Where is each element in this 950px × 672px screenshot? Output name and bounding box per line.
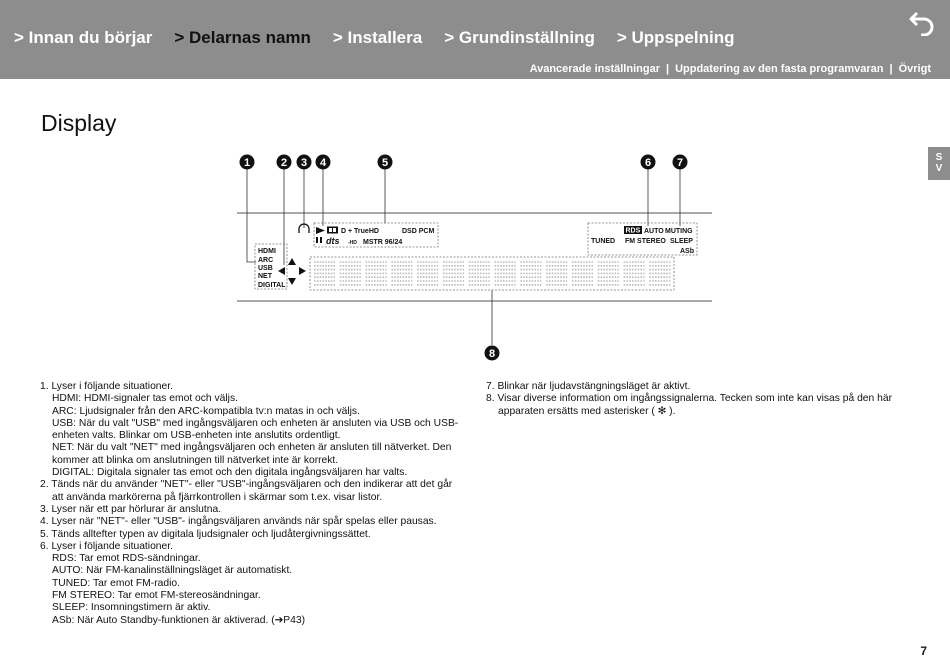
- desc-line: ARC: Ljudsignaler från den ARC-kompatibla tv:n matas in och väljs.: [52, 405, 360, 417]
- tuner-auto: AUTO: [644, 228, 664, 235]
- dot-matrix-cell: [520, 262, 541, 285]
- desc-line: AUTO: När FM-kanalinställningsläget är automatiskt.: [52, 565, 293, 577]
- tuner-sleep: SLEEP: [670, 238, 693, 245]
- nav-installera[interactable]: > Installera: [332, 28, 423, 47]
- fmt-hd: -HD: [348, 240, 357, 246]
- desc-line: 5. Tänds alltefter typen av digitala ljudsignaler och ljudåtergivningssättet.: [40, 528, 371, 540]
- subnav-separator: |: [889, 63, 893, 75]
- callout-7: [673, 155, 688, 170]
- page-number: 7: [920, 644, 927, 658]
- tuner-asb: ASb: [680, 248, 694, 255]
- callout-5: [378, 155, 393, 170]
- subnav-ovrigt[interactable]: Övrigt: [898, 63, 931, 75]
- desc-line: HDMI: HDMI-signaler tas emot och väljs.: [52, 393, 238, 405]
- dot-matrix-cell: [546, 262, 567, 285]
- dot-matrix-cell: [469, 262, 490, 285]
- desc-line: SLEEP: Insomningstimern är aktiv.: [52, 602, 211, 614]
- desc-line: 8. Visar diverse information om ingångssignalerna. Tecken som inte kan visas på den här: [486, 393, 892, 405]
- callout-number: 7: [676, 157, 684, 169]
- tuner-muting: MUTING: [665, 228, 693, 235]
- right-description-column: [486, 381, 892, 418]
- fmt-mstr: MSTR 96/24: [363, 239, 403, 246]
- page-title: Display: [41, 110, 117, 137]
- dolby-icon: [327, 227, 338, 234]
- callout-8: [485, 346, 500, 361]
- language-tab-line1: S: [935, 152, 943, 163]
- input-hdmi: HDMI: [258, 248, 276, 255]
- desc-line: 1. Lyser i följande situationer.: [40, 381, 173, 392]
- dot-matrix-cell: [314, 262, 335, 285]
- nav-delarnas-namn[interactable]: > Delarnas namn: [174, 28, 311, 47]
- desc-line: att använda markörerna på fjärrkontrollen i skärmar som t.ex. visar listor.: [52, 491, 383, 503]
- dot-matrix-cell: [495, 262, 516, 285]
- fmt-dsd-pcm: DSD PCM: [402, 228, 435, 235]
- left-description-column: [40, 381, 458, 627]
- callout-2: [277, 155, 292, 170]
- fmt-truehd: D + TrueHD: [341, 228, 379, 235]
- input-net: NET: [258, 273, 272, 280]
- desc-line: USB: När du valt "USB" med ingångsväljaren och enheten är ansluten via USB och USB-: [52, 417, 459, 429]
- desc-line: ASb: När Auto Standby-funktionen är aktiverad. (➔P43): [52, 614, 306, 626]
- desc-line: 2. Tänds när du använder "NET"- eller "USB"-ingångsväljaren och den indikerar att det går: [40, 479, 453, 491]
- callout-3: [297, 155, 312, 170]
- desc-line: RDS: Tar emot RDS-sändningar.: [52, 553, 201, 565]
- desc-line: apparaten ersätts med asterisker ( ✻ ).: [498, 405, 676, 417]
- dot-matrix-cell: [417, 262, 438, 285]
- desc-line: 6. Lyser i följande situationer.: [40, 540, 173, 552]
- desc-line: kommer att blinka om anslutningen till nätverket inte är korrekt.: [52, 454, 339, 466]
- input-usb: USB: [258, 265, 273, 272]
- dot-matrix-box: [310, 257, 674, 290]
- callout-number: 8: [488, 348, 496, 360]
- dot-matrix-cell: [366, 262, 387, 285]
- subnav-uppdatering[interactable]: Uppdatering av den fasta programvaran: [675, 63, 884, 75]
- language-tab-line2: V: [935, 163, 943, 174]
- callout-number: 5: [381, 157, 389, 169]
- dot-matrix-cell: [443, 262, 464, 285]
- dot-matrix-cell: [649, 262, 670, 285]
- callout-number: 1: [243, 157, 251, 169]
- dot-matrix-cell: [572, 262, 593, 285]
- dot-matrix-cell: [340, 262, 361, 285]
- callout-number: 3: [300, 157, 308, 169]
- desc-line: enheten valts. Blinkar om USB-enheten inte anslutits ordentligt.: [52, 430, 341, 442]
- desc-line: 4. Lyser när "NET"- eller "USB"- ingångsväljaren används när spår spelas eller pausas.: [40, 516, 437, 528]
- callout-number: 6: [644, 157, 652, 169]
- callout-4: [316, 155, 331, 170]
- tuner-rds: RDS: [625, 227, 641, 235]
- tuner-tuned: TUNED: [591, 238, 616, 245]
- subnav-avancerade[interactable]: Avancerade inställningar: [529, 63, 660, 75]
- desc-line: FM STEREO: Tar emot FM-stereosändningar.: [52, 590, 261, 602]
- dot-matrix-cell: [598, 262, 619, 285]
- nav-grundinstallning[interactable]: > Grundinställning: [444, 28, 595, 47]
- desc-line: 7. Blinkar när ljudavstängningsläget är aktivt.: [486, 381, 691, 392]
- play-pause-icon: [316, 227, 325, 243]
- desc-line: DIGITAL: Digitala signaler tas emot och den digitala ingångsväljaren har valts.: [52, 467, 408, 479]
- dot-matrix-cell: [624, 262, 645, 285]
- subnav-separator: |: [665, 63, 670, 75]
- nav-innan-du-borjar[interactable]: > Innan du börjar: [14, 28, 153, 47]
- dot-matrix-cell: [391, 262, 412, 285]
- desc-line: NET: När du valt "NET" med ingångsväljaren och enheten är ansluten till nätverket. Den: [52, 442, 452, 454]
- callout-1: [240, 155, 255, 170]
- callout-number: 2: [280, 157, 288, 169]
- input-arc: ARC: [258, 257, 274, 264]
- tuner-fm-stereo: FM STEREO: [625, 238, 666, 245]
- desc-line: TUNED: Tar emot FM-radio.: [52, 577, 180, 589]
- desc-line: 3. Lyser när ett par hörlurar är anslutna.: [40, 503, 222, 515]
- cursor-arrows-icon: [278, 258, 306, 285]
- callout-number: 4: [319, 157, 327, 169]
- callout-6: [641, 155, 656, 170]
- input-digital: DIGITAL: [258, 282, 286, 289]
- dot-matrix-chars: [314, 262, 670, 285]
- nav-uppspelning[interactable]: > Uppspelning: [616, 28, 735, 47]
- fmt-dts: dts: [326, 236, 340, 246]
